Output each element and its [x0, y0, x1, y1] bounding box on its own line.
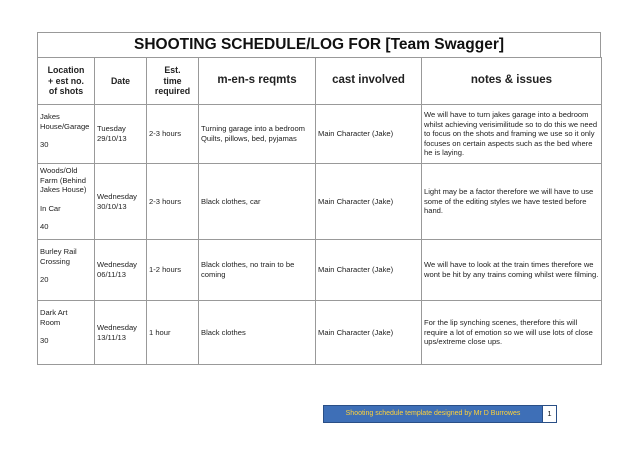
schedule-table [37, 57, 602, 365]
time-cell: 1-2 hours [147, 240, 199, 301]
header-reqmts: m-en-s reqmts [199, 58, 316, 105]
time-cell: 2-3 hours [147, 164, 199, 240]
time-cell: 2-3 hours [147, 105, 199, 164]
location-cell: Dark Art Room 30 [38, 301, 95, 365]
page-title: SHOOTING SCHEDULE/LOG FOR [Team Swagger] [37, 32, 601, 57]
reqmts-cell: Black clothes [199, 301, 316, 365]
date-cell: Wednesday 13/11/13 [95, 301, 147, 365]
footer-bar [323, 405, 544, 423]
location-cell: Burley Rail Crossing 20 [38, 240, 95, 301]
notes-cell: We will have to turn jakes garage into a bedroom whilst achieving verisimilitude so to do this we need to focus on the shots and framing we use so it only focuses on certain aspects such as the bed where he is laying. [422, 105, 602, 164]
footer-credit: Shooting schedule template designed by Mr D Burrowes [345, 410, 521, 417]
table-row [38, 240, 602, 301]
schedule-sheet [37, 32, 601, 365]
notes-cell: For the lip synching scenes, therefore this will require a lot of emotion so we will use lots of close ups/extreme close ups. [422, 301, 602, 365]
page-number: 1 [542, 405, 557, 423]
header-notes: notes & issues [422, 58, 602, 105]
date-cell: Tuesday 29/10/13 [95, 105, 147, 164]
header-date: Date [95, 58, 147, 105]
location-cell: Woods/Old Farm (Behind Jakes House) In Car 40 [38, 164, 95, 240]
cast-cell: Main Character (Jake) [316, 240, 422, 301]
header-time: Est. time required [147, 58, 199, 105]
location-cell: Jakes House/Garage 30 [38, 105, 95, 164]
table-row [38, 105, 602, 164]
cast-cell: Main Character (Jake) [316, 301, 422, 365]
reqmts-cell: Turning garage into a bedroom Quilts, pillows, bed, pyjamas [199, 105, 316, 164]
reqmts-cell: Black clothes, no train to be coming [199, 240, 316, 301]
notes-cell: We will have to look at the train times therefore we wont be hit by any trains coming whilst were filming. [422, 240, 602, 301]
cast-cell: Main Character (Jake) [316, 105, 422, 164]
time-cell: 1 hour [147, 301, 199, 365]
header-location: Location + est no. of shots [38, 58, 95, 105]
cast-cell: Main Character (Jake) [316, 164, 422, 240]
date-cell: Wednesday 30/10/13 [95, 164, 147, 240]
date-cell: Wednesday 06/11/13 [95, 240, 147, 301]
table-row [38, 164, 602, 240]
header-cast: cast involved [316, 58, 422, 105]
reqmts-cell: Black clothes, car [199, 164, 316, 240]
header-row [38, 58, 602, 105]
notes-cell: Light may be a factor therefore we will have to use some of the editing styles we have tested before hand. [422, 164, 602, 240]
table-row [38, 301, 602, 365]
